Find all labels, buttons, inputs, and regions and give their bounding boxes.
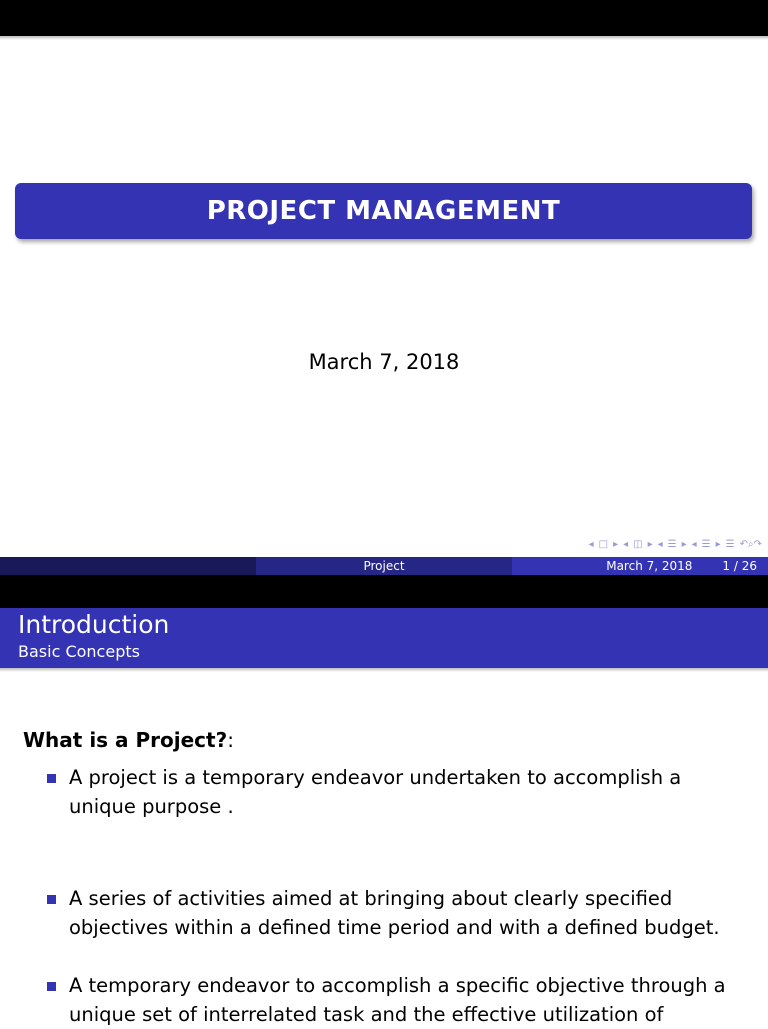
nav-next-section-icon[interactable]: ▸ <box>681 539 687 550</box>
top-bar-shadow <box>0 36 768 40</box>
list-item-text: A series of activities aimed at bringing about clearly specified objectives within a defined time period and with a defined budget. <box>69 887 720 939</box>
frame-header-shadow <box>0 668 768 672</box>
nav-next-frame-icon[interactable]: ▸ <box>613 539 619 550</box>
nav-frame-icon[interactable]: □ <box>598 539 609 550</box>
bullet-square-icon <box>47 895 56 904</box>
footer-title-segment <box>256 557 512 575</box>
nav-next-doc-icon[interactable]: ▸ <box>715 539 721 550</box>
nav-prev-subsection-icon[interactable]: ◂ <box>623 539 629 550</box>
bullet-square-icon <box>47 774 56 783</box>
nav-search-icon[interactable]: ↶⌕↷ <box>739 539 762 550</box>
list-item <box>47 763 752 821</box>
heading-bold: What is a Project? <box>23 728 228 752</box>
heading-suffix: : <box>227 728 234 752</box>
footer-date-segment <box>512 557 768 575</box>
block-heading <box>23 728 234 752</box>
nav-next-subsection-icon[interactable]: ▸ <box>647 539 653 550</box>
nav-section-icon[interactable]: ☰ <box>667 539 677 550</box>
list-item-text: A project is a temporary endeavor undertaken to accomplish a unique purpose . <box>69 766 682 818</box>
footer-title: Project <box>363 559 405 573</box>
footer-page-number: 1 / 26 <box>722 559 757 573</box>
top-bar <box>0 0 768 36</box>
frame-header <box>0 608 768 668</box>
footer-author-segment <box>0 557 256 575</box>
nav-appendix-icon[interactable]: ☰ <box>725 539 735 550</box>
footer-date: March 7, 2018 <box>606 559 693 573</box>
list-item-text: A temporary endeavor to accomplish a specific objective through a unique set of interrelated task and the effective utilization of <box>69 974 726 1026</box>
slide-title-box <box>15 183 752 239</box>
footer-bar <box>0 557 768 575</box>
frame-subtitle: Basic Concepts <box>18 642 140 661</box>
list-item <box>47 884 752 942</box>
bullet-square-icon <box>47 982 56 991</box>
nav-prev-frame-icon[interactable]: ◂ <box>588 539 594 550</box>
frame-title: Introduction <box>18 610 170 639</box>
slide-title: PROJECT MANAGEMENT <box>206 196 561 226</box>
list-item <box>47 971 752 1029</box>
nav-prev-doc-icon[interactable]: ◂ <box>691 539 697 550</box>
slide-date: March 7, 2018 <box>308 350 460 374</box>
page-separator <box>0 575 768 608</box>
beamer-navigation <box>589 538 762 552</box>
nav-prev-section-icon[interactable]: ◂ <box>657 539 663 550</box>
nav-subsection-icon[interactable]: ◫ <box>633 539 643 550</box>
nav-doc-icon[interactable]: ☰ <box>701 539 711 550</box>
